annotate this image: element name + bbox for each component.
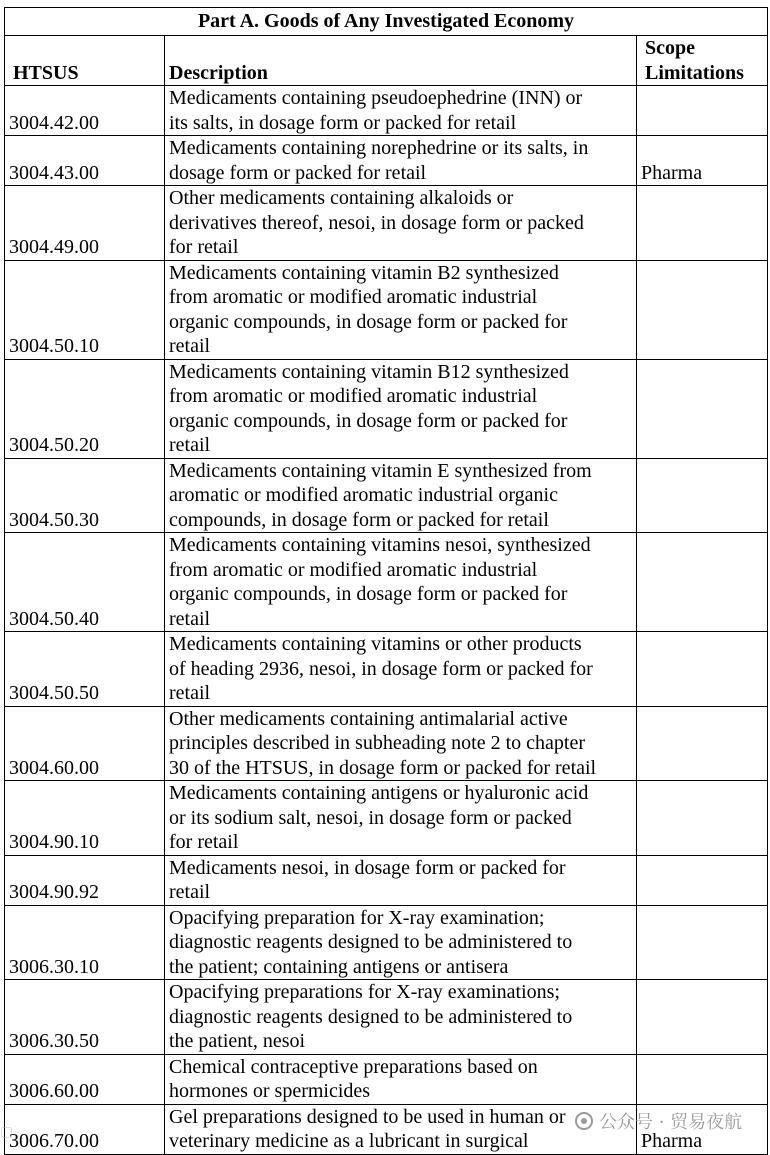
row-scope bbox=[637, 632, 768, 707]
header-scope bbox=[637, 36, 768, 86]
row-scope bbox=[637, 855, 768, 905]
description-line: principles described in subheading note 2 to chapter bbox=[169, 732, 585, 754]
table-row bbox=[5, 86, 768, 136]
description-line: organic compounds, in dosage form or packed for bbox=[169, 409, 568, 432]
table-row bbox=[5, 458, 768, 533]
description-line: aromatic or modified aromatic industrial organic bbox=[169, 484, 558, 506]
header-scope-line1: Scope bbox=[645, 37, 695, 59]
description-line: Opacifying preparation for X-ray examination; bbox=[169, 906, 545, 929]
row-scope bbox=[637, 86, 768, 136]
row-scope bbox=[637, 186, 768, 261]
header-htsus: HTSUS bbox=[5, 36, 165, 86]
row-scope: Pharma bbox=[637, 1104, 768, 1154]
goods-table bbox=[4, 7, 768, 1155]
header-row bbox=[5, 36, 768, 86]
table-body bbox=[5, 86, 768, 1155]
description-line: Medicaments containing antigens or hyaluronic acid bbox=[169, 782, 589, 804]
row-scope bbox=[637, 706, 768, 781]
row-scope bbox=[637, 905, 768, 980]
header-description bbox=[165, 36, 637, 86]
row-code: 3006.30.10 bbox=[5, 905, 165, 980]
row-code: 3004.50.30 bbox=[5, 458, 165, 533]
table-row bbox=[5, 632, 768, 707]
row-description bbox=[165, 136, 637, 186]
table-row bbox=[5, 186, 768, 261]
description-line: Medicaments containing vitamins nesoi, synthesized bbox=[169, 534, 591, 556]
description-line: the patient, nesoi bbox=[169, 1030, 306, 1052]
table-title-row bbox=[5, 8, 768, 36]
row-description bbox=[165, 781, 637, 856]
table-row bbox=[5, 905, 768, 980]
row-code: 3004.50.50 bbox=[5, 632, 165, 707]
description-line: or its sodium salt, nesoi, in dosage form or packed bbox=[169, 806, 572, 829]
description-line: Gel preparations designed to be used in human or bbox=[169, 1105, 566, 1128]
header-scope-line2: Limitations bbox=[645, 61, 744, 84]
description-line: from aromatic or modified aromatic industrial bbox=[169, 558, 538, 581]
row-description bbox=[165, 260, 637, 359]
description-line: retail bbox=[169, 881, 211, 903]
row-code: 3004.90.10 bbox=[5, 781, 165, 856]
header-description-label: Description bbox=[169, 61, 268, 84]
description-line: Medicaments containing vitamins or other products bbox=[169, 633, 582, 655]
row-scope bbox=[637, 980, 768, 1055]
row-description bbox=[165, 86, 637, 136]
description-line: the patient; containing antigens or antisera bbox=[169, 955, 509, 978]
table-row bbox=[5, 260, 768, 359]
description-line: for retail bbox=[169, 236, 239, 258]
description-line: diagnostic reagents designed to be administered to bbox=[169, 1005, 573, 1028]
row-description bbox=[165, 1054, 637, 1104]
row-code: 3004.42.00 bbox=[5, 86, 165, 136]
row-description bbox=[165, 186, 637, 261]
row-code: 3004.50.10 bbox=[5, 260, 165, 359]
row-code: 3004.90.92 bbox=[5, 855, 165, 905]
row-description bbox=[165, 458, 637, 533]
description-line: compounds, in dosage form or packed for retail bbox=[169, 508, 549, 531]
table-row bbox=[5, 706, 768, 781]
description-line: veterinary medicine as a lubricant in surgical bbox=[169, 1130, 529, 1152]
row-description bbox=[165, 855, 637, 905]
row-code: 3006.30.50 bbox=[5, 980, 165, 1055]
watermark bbox=[575, 1108, 742, 1134]
row-scope: Pharma bbox=[637, 136, 768, 186]
row-code: 3004.43.00 bbox=[5, 136, 165, 186]
table-row bbox=[5, 1054, 768, 1104]
table-row bbox=[5, 533, 768, 632]
description-line: derivatives thereof, nesoi, in dosage form or packed bbox=[169, 211, 584, 234]
row-code: 3006.60.00 bbox=[5, 1054, 165, 1104]
table-title: Part A. Goods of Any Investigated Economy bbox=[5, 8, 768, 36]
description-line: Medicaments containing vitamin E synthesized from bbox=[169, 459, 592, 482]
table-row bbox=[5, 855, 768, 905]
table-row bbox=[5, 359, 768, 458]
table-row bbox=[5, 980, 768, 1055]
description-line: Opacifying preparations for X-ray examinations; bbox=[169, 981, 560, 1003]
description-line: of heading 2936, nesoi, in dosage form or packed for bbox=[169, 657, 593, 680]
row-description bbox=[165, 359, 637, 458]
watermark-text: 公众号 · 贸易夜航 bbox=[599, 1112, 743, 1133]
description-line: retail bbox=[169, 434, 211, 456]
row-scope bbox=[637, 359, 768, 458]
description-line: retail bbox=[169, 682, 211, 704]
description-line: from aromatic or modified aromatic industrial bbox=[169, 286, 538, 308]
description-line: 30 of the HTSUS, in dosage form or packed for retail bbox=[169, 756, 597, 779]
description-line: Medicaments containing pseudoephedrine (INN) or bbox=[169, 87, 583, 109]
row-description bbox=[165, 905, 637, 980]
row-code: 3004.60.00 bbox=[5, 706, 165, 781]
table-row bbox=[5, 136, 768, 186]
row-scope bbox=[637, 458, 768, 533]
watermark-left-mark: ▢ bbox=[0, 1124, 14, 1140]
row-description bbox=[165, 632, 637, 707]
description-line: for retail bbox=[169, 831, 239, 853]
description-line: Medicaments containing norephedrine or its salts, in bbox=[169, 137, 589, 159]
description-line: Other medicaments containing antimalarial active bbox=[169, 707, 568, 730]
row-description bbox=[165, 980, 637, 1055]
row-scope bbox=[637, 260, 768, 359]
description-line: organic compounds, in dosage form or packed for bbox=[169, 583, 568, 605]
row-code: 3004.50.20 bbox=[5, 359, 165, 458]
description-line: diagnostic reagents designed to be administered to bbox=[169, 931, 573, 953]
description-line: Medicaments nesoi, in dosage form or packed for bbox=[169, 856, 566, 879]
description-line: Medicaments containing vitamin B2 synthesized bbox=[169, 261, 559, 284]
row-description bbox=[165, 533, 637, 632]
row-code: 3006.70.00 bbox=[5, 1104, 165, 1154]
description-line: retail bbox=[169, 607, 211, 630]
description-line: Medicaments containing vitamin B12 synthesized bbox=[169, 360, 569, 383]
row-scope bbox=[637, 533, 768, 632]
description-line: retail bbox=[169, 335, 211, 357]
row-description bbox=[165, 706, 637, 781]
row-code: 3004.50.40 bbox=[5, 533, 165, 632]
description-line: from aromatic or modified aromatic industrial bbox=[169, 385, 538, 407]
description-line: Other medicaments containing alkaloids or bbox=[169, 187, 514, 209]
description-line: its salts, in dosage form or packed for retail bbox=[169, 111, 517, 134]
wechat-icon bbox=[575, 1112, 593, 1130]
description-line: dosage form or packed for retail bbox=[169, 161, 427, 184]
description-line: organic compounds, in dosage form or packed for bbox=[169, 310, 568, 333]
table-row bbox=[5, 781, 768, 856]
row-description bbox=[165, 1104, 637, 1154]
row-code: 3004.49.00 bbox=[5, 186, 165, 261]
description-line: Chemical contraceptive preparations based on bbox=[169, 1055, 538, 1078]
row-scope bbox=[637, 1054, 768, 1104]
description-line: hormones or spermicides bbox=[169, 1080, 371, 1102]
row-scope bbox=[637, 781, 768, 856]
